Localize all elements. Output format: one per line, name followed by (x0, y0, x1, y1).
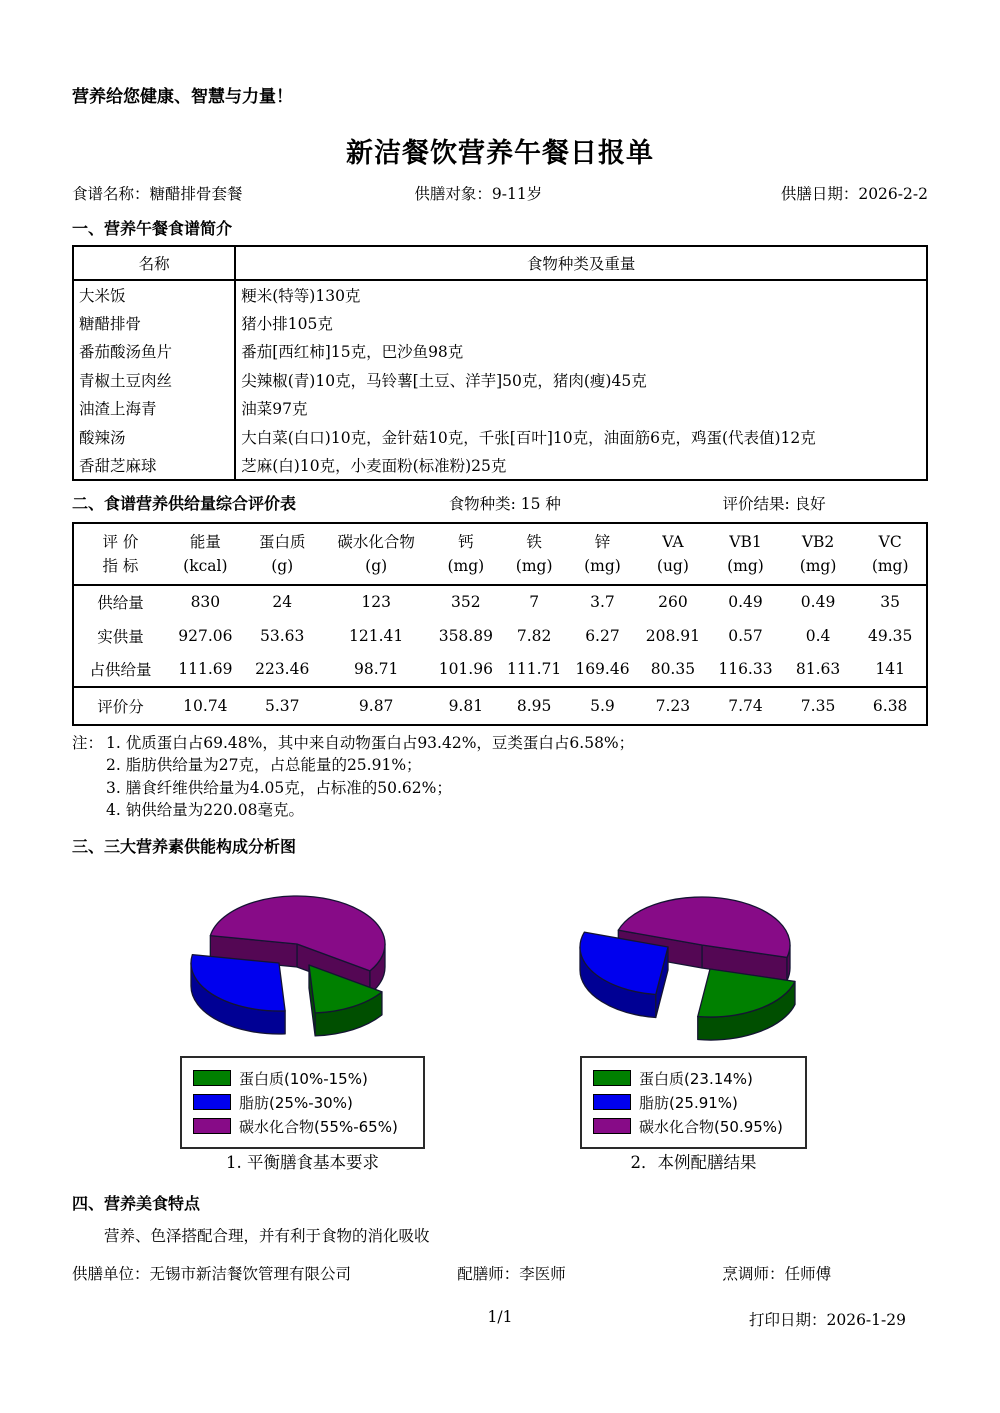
nutrient-value: 169.46 (568, 653, 636, 687)
dish-ingredients: 大白菜(白口)10克，金针菇10克，千张[百叶]10克，油面筋6克，鸡蛋(代表值)12克 (241, 428, 816, 447)
dish-name: 酸辣汤 (73, 423, 235, 452)
nutrient-name: 钙 (458, 532, 474, 551)
recipe-name (72, 182, 414, 204)
nutrient-value: 0.57 (728, 626, 763, 645)
nutrient-name: 铁 (526, 532, 542, 551)
dish-name: 番茄酸汤鱼片 (73, 337, 235, 366)
nutrient-value: 49.35 (867, 626, 913, 645)
nutrient-value: 7.82 (516, 626, 552, 645)
nutrient-value: 81.63 (782, 653, 855, 687)
nutrient-value: 111.71 (500, 653, 568, 687)
dish-ingredients: 番茄[西红柿]15克，巴沙鱼98克 (241, 343, 464, 362)
nutrient-unit: (mg) (799, 556, 837, 575)
nutrient-name: VC (878, 532, 902, 551)
nutrient-name: VB1 (729, 532, 762, 551)
legend-label: 碳水化合物(55%-65%) (239, 1117, 398, 1136)
nutrient-value: 141 (854, 653, 927, 687)
legend-swatch (193, 1094, 231, 1110)
nutrient-unit: (mg) (515, 556, 553, 575)
menu-row (73, 423, 927, 452)
row-label: 供给量 (97, 594, 144, 613)
menu-col-name-header: 名称 (73, 246, 235, 280)
nutrient-value: 9.87 (358, 696, 394, 715)
page-number: 1/1 (487, 1308, 513, 1326)
dish-name: 香甜芝麻球 (73, 451, 235, 480)
nutrient-name: VA (662, 532, 684, 551)
serve-date-value: 2026-2-2 (858, 185, 928, 203)
nutrient-header (321, 523, 432, 585)
nutrient-unit: (mg) (727, 556, 764, 575)
nutrient-value: 6.27 (585, 626, 620, 645)
legend-label: 蛋白质(23.14%) (639, 1069, 753, 1088)
nutrient-header (568, 523, 636, 585)
section4-heading: 四、营养美食特点 (72, 1193, 201, 1213)
print-date (749, 1308, 906, 1330)
legend-label: 碳水化合物(50.95%) (639, 1117, 783, 1136)
nutrient-header (500, 523, 568, 585)
nutrient-value: 223.46 (244, 653, 321, 687)
dish-name: 大米饭 (73, 280, 235, 309)
print-date-label: 打印日期： (748, 1311, 827, 1329)
cook-label: 烹调师： (722, 1264, 785, 1283)
legend-requirements (180, 1056, 425, 1149)
dietitian-label: 配膳师： (457, 1264, 520, 1283)
section1-heading: 一、营养午餐食谱简介 (72, 219, 233, 238)
nutrient-value: 3.7 (590, 593, 615, 612)
menu-row (73, 394, 927, 423)
row-label: 评价分 (97, 697, 144, 716)
nutrient-value: 10.74 (183, 696, 228, 715)
nutrient-unit: (mg) (871, 556, 909, 575)
section2-heading: 二、食谱营养供给量综合评价表 (72, 493, 297, 513)
dish-name: 糖醋排骨 (73, 309, 235, 338)
dietitian-value: 李医师 (519, 1264, 566, 1283)
recipe-name-value: 糖醋排骨套餐 (149, 185, 243, 203)
menu-row (73, 366, 927, 395)
nutrient-unit: (ug) (656, 556, 689, 575)
row-label: 占供给量 (73, 653, 167, 687)
page-footer (72, 1308, 928, 1330)
menu-row (73, 337, 927, 366)
nutrient-value: 5.9 (590, 696, 615, 715)
legend-row (593, 1068, 791, 1089)
menu-header-row (73, 246, 927, 280)
dietitian (457, 1262, 722, 1284)
note-line: 2. 脂肪供给量为27克，占总能量的25.91%； (106, 756, 422, 775)
note-line: 3. 膳食纤维供给量为4.05克，占标准的50.62%； (106, 778, 452, 797)
nutrient-value: 111.69 (167, 653, 244, 687)
nutrient-value: 8.95 (516, 696, 552, 715)
serve-target (414, 182, 714, 204)
legend-swatch (593, 1094, 631, 1110)
legend-label: 脂肪(25.91%) (639, 1093, 738, 1112)
cook-value: 任师傅 (784, 1264, 832, 1283)
nutrient-value: 0.49 (728, 593, 763, 612)
dish-ingredients: 油菜97克 (241, 400, 308, 419)
nutrient-unit: (mg) (584, 556, 621, 575)
nutrient-value: 123 (361, 593, 391, 612)
nutrient-value: 35 (880, 593, 901, 612)
nutrient-value: 121.41 (349, 626, 404, 645)
legend-results (580, 1056, 807, 1149)
supplier-unit (72, 1262, 457, 1284)
nutrition-table-body (73, 585, 927, 725)
nutrition-row (73, 619, 927, 653)
menu-row (73, 451, 927, 480)
serve-target-value: 9-11岁 (491, 185, 543, 203)
notes-block (72, 732, 928, 822)
nutrient-value: 53.63 (260, 626, 305, 645)
nutrient-header (854, 523, 927, 585)
note-line: 4. 钠供给量为220.08毫克。 (106, 801, 304, 820)
legend-row (593, 1092, 791, 1113)
legend-row (193, 1092, 409, 1113)
dish-ingredients: 猪小排105克 (241, 314, 333, 333)
legend-swatch (593, 1070, 631, 1086)
charts-area (72, 861, 928, 1179)
nutrient-name: 能量 (189, 532, 221, 551)
menu-table-head (73, 246, 927, 280)
menu-table (72, 245, 928, 481)
nutrient-header (637, 523, 710, 585)
supplier-unit-value: 无锡市新洁餐饮管理有限公司 (149, 1264, 352, 1283)
index-header-line2: 指 标 (102, 556, 139, 575)
nutrient-value: 830 (190, 593, 221, 612)
nutrient-value: 6.38 (872, 696, 908, 715)
recipe-name-label: 食谱名称： (72, 185, 150, 203)
section4-body: 营养、色泽搭配合理，并有利于食物的消化吸收 (104, 1226, 430, 1245)
nutrient-value: 7.74 (728, 696, 763, 715)
nutrient-header (432, 523, 500, 585)
notes-label: 注： (72, 733, 104, 752)
menu-table-body (73, 280, 927, 480)
legend-swatch (193, 1070, 231, 1086)
serve-date (714, 182, 928, 204)
nutrient-name: VB2 (801, 532, 835, 551)
nutrition-table (72, 522, 928, 726)
serve-date-label: 供膳日期： (780, 185, 859, 203)
nutrient-name: 碳水化合物 (337, 532, 415, 551)
nutrition-index-header (73, 523, 167, 585)
nutrition-header-row (73, 523, 927, 585)
supplier-row (72, 1262, 928, 1284)
section3-heading: 三、三大营养素供能构成分析图 (72, 836, 297, 856)
evaluation-result: 评价结果: 良好 (722, 494, 826, 513)
nutrient-value: 7.35 (800, 696, 836, 715)
nutrient-value: 9.81 (448, 696, 484, 715)
supplier-unit-label: 供膳单位： (72, 1264, 150, 1283)
nutrient-name: 锌 (594, 532, 611, 551)
nutrient-value: 116.33 (709, 653, 782, 687)
legend-swatch (193, 1118, 231, 1134)
row-label: 实供量 (97, 627, 144, 646)
legend-row (593, 1116, 791, 1137)
nutrient-unit: (g) (271, 556, 294, 575)
nutrient-value: 208.91 (645, 626, 701, 645)
nutrient-unit: (kcal) (183, 556, 228, 575)
nutrient-header (244, 523, 321, 585)
nutrient-unit: (mg) (447, 556, 485, 575)
dish-name: 油渣上海青 (73, 394, 235, 423)
note-line: 1. 优质蛋白占69.48%，其中来自动物蛋白占93.42%，豆类蛋白占6.58%； (106, 733, 635, 752)
nutrition-row (73, 687, 927, 725)
header-meta (72, 182, 928, 204)
food-kinds: 食物种类: 15 种 (448, 494, 561, 513)
nutrient-value: 80.35 (637, 653, 710, 687)
legend-label: 脂肪(25%-30%) (239, 1093, 353, 1112)
nutrient-value: 98.71 (321, 653, 432, 687)
menu-row (73, 280, 927, 309)
nutrient-value: 7 (529, 593, 540, 612)
legend-label: 蛋白质(10%-15%) (239, 1069, 368, 1088)
chart1-caption: 1. 平衡膳食基本要求 (226, 1152, 379, 1172)
dish-ingredients: 粳米(特等)130克 (241, 286, 361, 305)
nutrient-value: 5.37 (264, 696, 300, 715)
section2-header-row (72, 491, 928, 514)
dish-name: 青椒土豆肉丝 (73, 366, 235, 395)
nutrient-header (709, 523, 782, 585)
legend-row (193, 1116, 409, 1137)
nutrient-value: 352 (451, 593, 481, 612)
serve-target-label: 供膳对象： (414, 185, 492, 203)
cook (723, 1262, 928, 1284)
index-header-line1: 评 价 (102, 532, 139, 551)
nutrient-value: 7.23 (655, 696, 691, 715)
nutrient-header (167, 523, 244, 585)
nutrition-table-head (73, 523, 927, 585)
nutrient-value: 260 (658, 593, 688, 612)
nutrition-row (73, 585, 927, 619)
slogan: 营养给您健康、智慧与力量！ (72, 87, 293, 107)
nutrient-value: 358.89 (438, 626, 493, 645)
menu-row (73, 309, 927, 338)
nutrient-value: 101.96 (432, 653, 500, 687)
nutrient-name: 蛋白质 (258, 532, 306, 551)
dish-ingredients: 芝麻(白)10克，小麦面粉(标准粉)25克 (241, 456, 507, 475)
print-date-value: 2026-1-29 (826, 1311, 906, 1329)
dish-ingredients: 尖辣椒(青)10克，马铃薯[土豆、洋芋]50克，猪肉(瘦)45克 (241, 371, 647, 390)
nutrient-unit: (g) (365, 556, 388, 575)
legend-row (193, 1068, 409, 1089)
nutrient-value: 0.49 (800, 593, 836, 612)
menu-col-food-header: 食物种类及重量 (235, 246, 927, 280)
nutrient-value: 0.4 (805, 626, 831, 645)
legend-swatch (593, 1118, 631, 1134)
nutrient-value: 24 (272, 593, 293, 612)
nutrient-header (782, 523, 855, 585)
nutrient-value: 927.06 (178, 626, 233, 645)
chart2-caption: 2．本例配膳结果 (630, 1152, 757, 1172)
nutrition-row (73, 653, 927, 687)
page-title: 新洁餐饮营养午餐日报单 (346, 138, 654, 169)
